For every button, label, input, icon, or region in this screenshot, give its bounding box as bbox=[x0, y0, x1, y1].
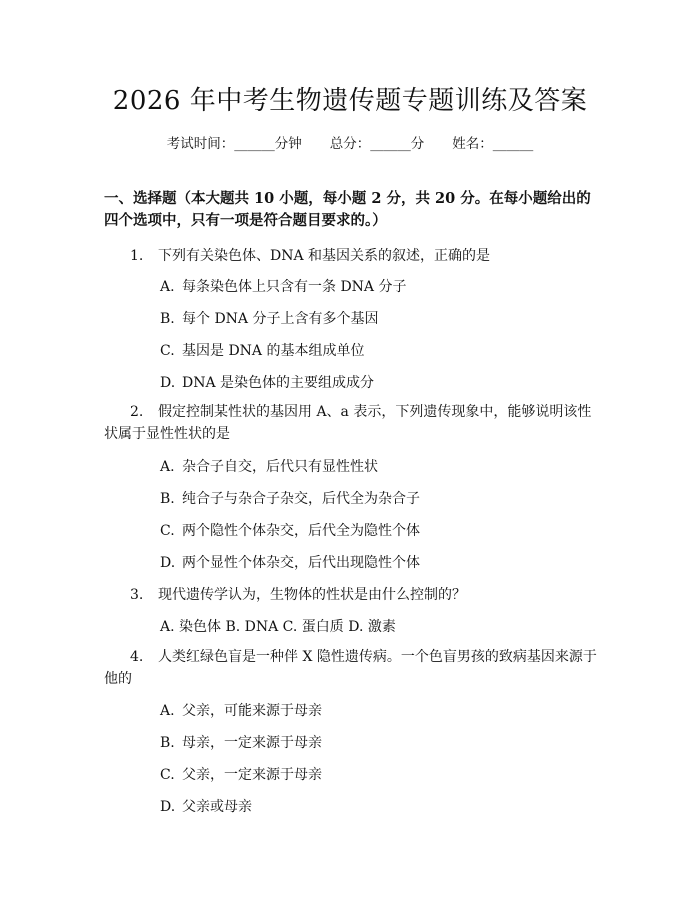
option-1c bbox=[160, 340, 365, 360]
option-letter: C. bbox=[160, 523, 175, 539]
exam-meta bbox=[0, 132, 700, 152]
question-number: 3. bbox=[130, 587, 144, 603]
option-text: 基因是 DNA 的基本组成单位 bbox=[182, 343, 365, 359]
option-2c bbox=[160, 520, 420, 540]
option-letter: A. bbox=[160, 279, 175, 295]
option-letter: A. bbox=[160, 459, 175, 475]
question-1 bbox=[130, 245, 490, 265]
question-number: 4. bbox=[130, 649, 144, 665]
total-score-field: 总分：______分 bbox=[329, 136, 425, 152]
option-4c bbox=[160, 764, 322, 784]
option-text: 每条染色体上只含有一条 DNA 分子 bbox=[182, 279, 407, 295]
option-2d bbox=[160, 552, 420, 572]
option-text: 父亲，可能来源于母亲 bbox=[182, 703, 322, 719]
question-text: 假定控制某性状的基因用 A、a 表示，下列遗传现象中，能够说明该性状属于显性性状的是 bbox=[104, 404, 592, 442]
option-text: 纯合子与杂合子杂交，后代全为杂合子 bbox=[182, 491, 420, 507]
option-letter: C. bbox=[160, 343, 175, 359]
option-letter: D. bbox=[160, 375, 176, 391]
option-3-inline: A. 染色体 B. DNA C. 蛋白质 D. 激素 bbox=[160, 619, 396, 635]
option-text: 父亲或母亲 bbox=[182, 799, 252, 815]
page-title: 2026 年中考生物遗传题专题训练及答案 bbox=[112, 86, 588, 116]
option-4d bbox=[160, 796, 252, 816]
option-letter: D. bbox=[160, 555, 176, 571]
option-1d bbox=[160, 372, 374, 392]
question-number: 2. bbox=[130, 404, 144, 420]
option-text: DNA 是染色体的主要组成成分 bbox=[182, 375, 375, 391]
option-letter: B. bbox=[160, 311, 175, 327]
option-text: 母亲，一定来源于母亲 bbox=[182, 735, 322, 751]
option-letter: D. bbox=[160, 799, 176, 815]
option-letter: B. bbox=[160, 491, 175, 507]
question-2 bbox=[104, 401, 604, 445]
option-letter: B. bbox=[160, 735, 175, 751]
question-4 bbox=[104, 646, 604, 690]
exam-time-field: 考试时间：______分钟 bbox=[166, 136, 302, 152]
question-text: 下列有关染色体、DNA 和基因关系的叙述，正确的是 bbox=[158, 248, 491, 264]
option-text: 杂合子自交，后代只有显性性状 bbox=[182, 459, 378, 475]
option-letter: C. bbox=[160, 767, 175, 783]
question-number: 1. bbox=[130, 248, 144, 264]
option-text: 两个隐性个体杂交，后代全为隐性个体 bbox=[182, 523, 420, 539]
question-text: 人类红绿色盲是一种伴 X 隐性遗传病。一个色盲男孩的致病基因来源于他的 bbox=[104, 649, 597, 687]
section-heading: 一、选择题（本大题共 10 小题，每小题 2 分，共 20 分。在每小题给出的四个选项中，只有一项是符合题目要求的。） bbox=[104, 190, 591, 229]
option-4b bbox=[160, 732, 322, 752]
option-text: 两个显性个体杂交，后代出现隐性个体 bbox=[182, 555, 420, 571]
option-text: 每个 DNA 分子上含有多个基因 bbox=[182, 311, 379, 327]
option-1b bbox=[160, 308, 379, 328]
option-2a bbox=[160, 456, 378, 476]
name-field: 姓名：______ bbox=[452, 136, 534, 152]
option-letter: A. bbox=[160, 703, 175, 719]
option-4a bbox=[160, 700, 322, 720]
option-1a bbox=[160, 276, 407, 296]
option-2b bbox=[160, 488, 420, 508]
option-text: 父亲，一定来源于母亲 bbox=[182, 767, 322, 783]
question-3 bbox=[130, 584, 466, 604]
question-text: 现代遗传学认为，生物体的性状是由什么控制的？ bbox=[158, 587, 466, 603]
